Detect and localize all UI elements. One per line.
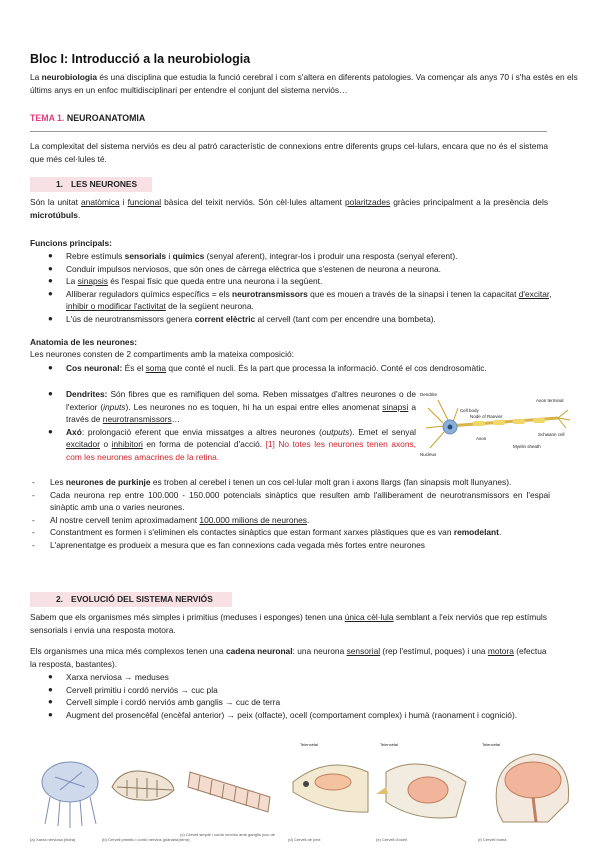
figure-label: Telencèfal [300,742,319,747]
list-item: - Constantment es formen i s'eliminen els contactes sinàptics que estan formant xarxes plàstiques que es van remodelant. [32,527,502,537]
tema-name: NEUROANATOMIA [66,113,146,123]
figure-label: Telencèfal [482,742,501,747]
anatomia-list [44,388,416,463]
list-item: ● Cos neuronal: És el soma que conté el nucli. És la part que processa la informació. Conté el cos dendrosomàtic. [48,363,487,373]
label-myelin: Myelin sheath [513,444,541,449]
human-illustration [478,742,578,830]
funcions-list [44,250,552,325]
figure-human [478,742,578,842]
list-item: ● Axó: prolongació eferent que envia missatges a altres neurones (outputs). Emet el senyal excitador o inhibitori en forma de potencial d'acció. [1] No totes les neurones tenen axons, com les neurones amacrines de la retina. [48,426,416,462]
figure-caption: (c) Cervell simple i cordó nerviós amb ganglis (cuc de terra) [180,832,275,842]
intro-text-rest: és una disciplina que estudia la funció cerebral i com s'altera en diferents patologies. Va començar als anys 70 i s'ha estès en els últims anys en un enfoc multidisciplinari per entendre el conjunt del sistema nerviós… [30,72,578,95]
intro-paragraph [30,71,578,97]
section-title: LES NEURONES [71,179,138,189]
list-item: - Al nostre cervell tenim aproximadament 100.000 milions de neurones. [32,514,310,525]
anatomia-cos [44,362,550,375]
text-bold: microtúbuls [30,209,78,220]
neurones-paragraph [30,196,548,221]
intro-text: La [30,72,42,82]
intro-keyword: neurobiologia [41,72,98,82]
evolucio-paragraph-1: Sabem que els organismes més simples i primitius (meduses i esponges) tenen una única cèl·lula semblant a l'eix nerviós que rep estímuls sensorials i envia una resposta motora. [30,612,547,635]
text: bàsica del teixit nerviós. Són cèl·lules altament [161,197,345,207]
page-title: Bloc I: Introducció a la neurobiologia [30,52,251,66]
label-axon-terminal: Axon terminal [536,398,564,403]
list-item: - L'aprenentatge es produeix a mesura que es fan connexions cada vegada més fortes entre neurones [32,539,425,550]
figure-caption: (a) Xarxa nerviosa (hidra) [30,837,76,842]
figure-caption: (e) Cervell d'ocell [376,837,407,842]
text: Són la unitat [30,197,81,207]
label-schwann: Schwann cell [538,432,565,437]
list-item: ● Xarxa nerviosa → meduses [48,672,169,682]
list-item: ● La sinapsis és l'espai físic que queda entre una neurona i la següent. [48,276,323,286]
anatomia-intro: Les neurones consten de 2 compartiments amb la mateixa composició: [30,349,294,359]
figure-caption: (b) Cervell primitiu i cordó nerviós (planària) [102,837,180,842]
section-number: 1. [56,179,63,189]
list-item: ● Alliberar reguladors químics específics = els neurotransmissors que es mouen a través de la sinapsi i tenen la capacitat d'excitar, inhibir o modificar l'activitat de la següent neurona. [48,288,552,311]
text-underlined: funcional [127,197,162,207]
list-item: ● Cervell simple i cordó nerviós amb ganglis → cuc de terra [48,697,281,707]
section-heading-neurones [30,177,152,192]
evolucio-paragraph-2: Els organismes una mica més complexos tenen una cadena neuronal: una neurona sensorial (rep l'estímul, poques) i una motora (efectua la resposta, bastantes). [30,646,547,669]
divider [30,131,547,132]
fish-illustration [288,742,376,830]
text: i [119,197,128,207]
label-axon: Axon [476,436,487,441]
anatomia-label: Anatomia de les neurones: [30,337,138,347]
text-underlined: anatòmica [81,197,120,207]
list-item: ● L'ús de neurotransmissors genera corrent elèctric al cervell (tant com per encendre una bombeta). [48,313,436,324]
figure-label: Telencèfal [380,742,399,747]
figure-caption: (d) Cervell de peix [288,837,321,842]
figure-planaria [102,742,182,842]
section-heading-evolucio [30,592,232,607]
text-underlined: polaritzades [345,197,391,207]
label-dendrite: Dendrite [420,392,438,397]
funcions-label: Funcions principals: [30,238,112,248]
label-nucleus: Nucleus [420,452,437,457]
neuron-diagram [418,388,578,468]
figure-hydra [30,742,110,842]
nervous-system-figures [30,742,578,842]
list-item: - Les neurones de purkinje es troben al cerebel i tenen un cos cel·lular molt gran i axons llargs (fan sinapsis molt llunyanes). [32,477,512,487]
list-item: ● Rebre estímuls sensorials i químics (senyal aferent), integrar-los i produir una resposta (senyal eferent). [48,251,458,261]
list-item: - Cada neurona rep entre 100.000 - 150.000 potencials sinàptics que resulten amb l'alliberament de neurotransmissors en l'espai sinàptic amb una o varies neurones. [32,489,550,512]
tema-heading [30,113,145,123]
figure-fish [288,742,376,842]
list-item: ● Dendrites: Són fibres que es ramifiquen del soma. Reben missatges d'altres neurones o de l'exterior (inputs). Les neurones no es toquen, hi ha un espai entre elles anomenat sinapsi a través de neurotransmissors… [48,389,416,424]
hydra-illustration [30,742,110,830]
label-cell-body: Cell body [460,408,479,413]
figure-caption: (f) Cervell humà [478,837,507,842]
neuron-facts-list [30,476,550,551]
earthworm-illustration [180,742,280,830]
label-node: Node of Ranvier [470,414,503,419]
text: gràcies principalment a la presència dels [390,197,549,207]
planaria-illustration [102,742,182,830]
evolucio-list [44,671,549,721]
figure-earthworm [180,742,280,842]
tema-number: TEMA 1. [30,113,65,123]
complexity-paragraph: La complexitat del sistema nerviós es deu al patró característic de connexions entre diferents grups cel·lulars, encara que no és el sistema que més cel·lules té. [30,141,548,164]
text: . [77,209,81,220]
list-item: ● Cervell primitiu i cordó nerviós → cuc pla [48,684,218,695]
figure-bird [376,742,472,842]
list-item: ● Augment del prosencèfal (encèfal anterior) → peix (olfacte), ocell (comportament complex) i humà (raonament i cognició). [48,709,518,720]
bird-illustration [376,742,472,830]
section-number: 2. [56,594,63,604]
section-title: EVOLUCIÓ DEL SISTEMA NERVIÓS [71,594,213,604]
list-item: ● Conduir impulsos nerviosos, que són ones de càrrega elèctrica que s'estenen de neurona a neurona. [48,263,441,274]
